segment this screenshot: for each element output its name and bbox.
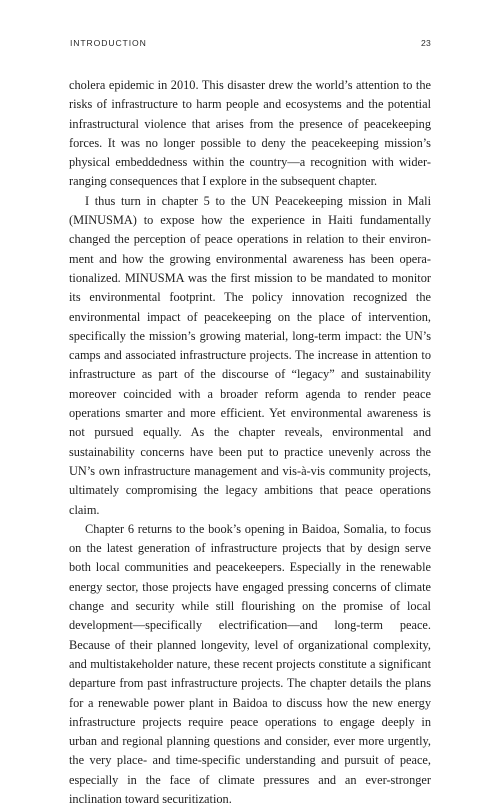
paragraph-chapter-5: I thus turn in chapter 5 to the UN Peacekeeping mission in Mali (MINUSMA) to expose how the experience in Haiti fundamentally changed the perception of peace operations in relation to their environment and how the growing environmental awareness has been operationalized. MINUSMA was the first mission to be mandated to monitor its environmental footprint. The policy innovation recognized the environmental impact of peacekeeping on the place of intervention, specifically the mission’s growing material, long-term impact: the UN’s camps and associated infrastructure projects. The increase in attention to infrastructure as part of the discourse of “legacy” and sustainability moreover coincided with a broader reform agenda to render peace operations smarter and more efficient. Yet environmental awareness is not pursued equally. As the chapter reveals, environmental and sustainability concerns have been put to practice unevenly across the UN’s own infrastructure management and vis-à-vis community projects, ultimately compromising the legacy ambitions that peace operations claim.: [69, 193, 431, 517]
section-title: INTRODUCTION: [70, 38, 147, 48]
paragraph-continuation: cholera epidemic in 2010. This disaster drew the world’s attention to the risks of infrastructure to harm people and ecosystems and the potential infrastructural violence that arises from the presence of peacekeeping forces. It was no longer possible to deny the peacekeeping mission’s physical embeddedness within the country—a recognition with wider-ranging consequences that I explore in the subsequent chapter.: [69, 78, 431, 189]
paragraph-chapter-6: Chapter 6 returns to the book’s opening in Baidoa, Somalia, to focus on the latest generation of infrastructure projects that by design serve both local communities and peacekeepers. Especially in the renewable energy sector, those projects have engaged pressing concerns of climate change and security while still flourishing on the promise of local development—specifically electrification—and long-term peace. Because of their planned longevity, level of organizational complexity, and multistakeholder nature, these recent projects constitute a significant departure from past infrastructure projects. The chapter details the plans for a renewable power plant in Baidoa to discuss how the new energy infrastructure projects require peace operations to engage deeply in urban and regional planning questions and consider, ever more urgently, the very place- and time-specific understanding and pursuit of peace, especially in the face of climate pressures and an ever-stronger inclination toward securitization.: [69, 521, 431, 806]
body-text: [69, 76, 431, 809]
running-head: [70, 38, 431, 52]
page-number: 23: [421, 38, 431, 48]
